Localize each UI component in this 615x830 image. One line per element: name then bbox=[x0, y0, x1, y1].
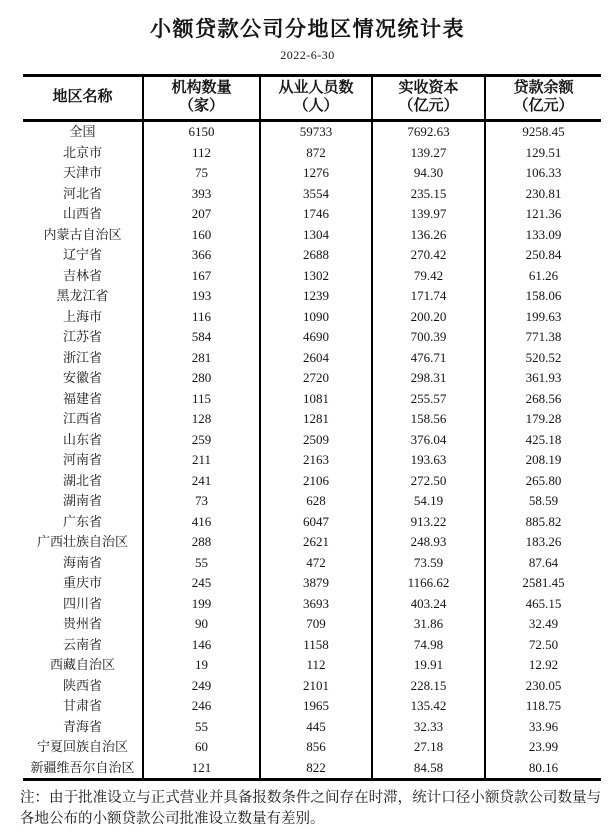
header-line: （家） bbox=[178, 97, 224, 114]
value-cell: 116 bbox=[143, 307, 260, 328]
region-name-cell: 云南省 bbox=[23, 635, 143, 656]
value-cell: 1302 bbox=[260, 266, 372, 287]
value-cell: 199 bbox=[143, 594, 260, 615]
value-cell: 90 bbox=[143, 614, 260, 635]
value-cell: 2621 bbox=[260, 532, 372, 553]
value-cell: 146 bbox=[143, 635, 260, 656]
table-row bbox=[23, 121, 601, 143]
value-cell: 246 bbox=[143, 696, 260, 717]
value-cell: 55 bbox=[143, 553, 260, 574]
value-cell: 73 bbox=[143, 491, 260, 512]
value-cell: 112 bbox=[260, 655, 372, 676]
value-cell: 584 bbox=[143, 327, 260, 348]
table-row bbox=[23, 717, 601, 738]
value-cell: 6047 bbox=[260, 512, 372, 533]
header-line: 贷款余额 bbox=[513, 80, 574, 96]
region-name-cell: 陕西省 bbox=[23, 676, 143, 697]
table-row bbox=[23, 204, 601, 225]
value-cell: 133.09 bbox=[525, 226, 562, 242]
region-name-cell: 重庆市 bbox=[23, 573, 143, 594]
value-cell: 913.22 bbox=[372, 512, 485, 533]
region-name-cell: 河南省 bbox=[23, 450, 143, 471]
region-name-cell: 吉林省 bbox=[23, 266, 143, 287]
value-cell: 268.56 bbox=[525, 390, 562, 406]
value-cell: 520.52 bbox=[525, 349, 562, 365]
value-cell: 1166.62 bbox=[372, 573, 485, 594]
table-row bbox=[23, 553, 601, 574]
value-cell: 179.28 bbox=[525, 411, 562, 427]
value-cell: 121.36 bbox=[525, 206, 562, 222]
region-name-cell: 北京市 bbox=[23, 143, 143, 164]
value-cell: 33.96 bbox=[528, 718, 559, 734]
value-cell: 2581.45 bbox=[522, 575, 565, 591]
value-cell: 709 bbox=[260, 614, 372, 635]
value-cell: 1281 bbox=[260, 409, 372, 430]
table-row bbox=[23, 471, 601, 492]
region-name-cell: 广东省 bbox=[23, 512, 143, 533]
value-cell: 425.18 bbox=[525, 431, 562, 447]
value-cell: 79.42 bbox=[372, 266, 485, 287]
value-cell: 265.80 bbox=[525, 472, 562, 488]
value-cell: 366 bbox=[143, 245, 260, 266]
region-statistics-table bbox=[23, 74, 601, 781]
region-name-cell: 河北省 bbox=[23, 184, 143, 205]
value-cell: 235.15 bbox=[372, 184, 485, 205]
value-cell: 87.64 bbox=[528, 554, 559, 570]
region-name-cell: 湖南省 bbox=[23, 491, 143, 512]
value-cell: 58.59 bbox=[528, 493, 559, 509]
value-cell: 60 bbox=[143, 737, 260, 758]
region-name-cell: 上海市 bbox=[23, 307, 143, 328]
value-cell: 75 bbox=[143, 163, 260, 184]
value-cell: 200.20 bbox=[372, 307, 485, 328]
value-cell: 1239 bbox=[260, 286, 372, 307]
region-name-cell: 浙江省 bbox=[23, 348, 143, 369]
table-row bbox=[23, 573, 601, 594]
table-row bbox=[23, 696, 601, 717]
table-row bbox=[23, 286, 601, 307]
value-cell: 19.91 bbox=[372, 655, 485, 676]
value-cell: 112 bbox=[143, 143, 260, 164]
value-cell: 3554 bbox=[260, 184, 372, 205]
table-row bbox=[23, 327, 601, 348]
page-title: 小额贷款公司分地区情况统计表 bbox=[150, 17, 465, 41]
value-cell: 55 bbox=[143, 717, 260, 738]
value-cell: 872 bbox=[260, 143, 372, 164]
value-cell: 80.16 bbox=[528, 759, 559, 775]
value-cell: 1081 bbox=[260, 389, 372, 410]
value-cell: 1965 bbox=[260, 696, 372, 717]
value-cell: 628 bbox=[260, 491, 372, 512]
value-cell: 1158 bbox=[260, 635, 372, 656]
region-name-cell: 辽宁省 bbox=[23, 245, 143, 266]
value-cell: 129.51 bbox=[525, 144, 562, 160]
value-cell: 272.50 bbox=[372, 471, 485, 492]
table-row bbox=[23, 676, 601, 697]
value-cell: 4690 bbox=[260, 327, 372, 348]
value-cell: 416 bbox=[143, 512, 260, 533]
region-name-cell: 宁夏回族自治区 bbox=[23, 737, 143, 758]
header-line: 实收资本 bbox=[398, 80, 459, 96]
header-line: （人） bbox=[293, 97, 339, 114]
value-cell: 115 bbox=[143, 389, 260, 410]
value-cell: 1304 bbox=[260, 225, 372, 246]
region-name-cell: 安徽省 bbox=[23, 368, 143, 389]
value-cell: 3693 bbox=[260, 594, 372, 615]
value-cell: 476.71 bbox=[372, 348, 485, 369]
value-cell: 167 bbox=[143, 266, 260, 287]
table-row bbox=[23, 450, 601, 471]
value-cell: 160 bbox=[143, 225, 260, 246]
value-cell: 245 bbox=[143, 573, 260, 594]
value-cell: 136.26 bbox=[372, 225, 485, 246]
region-name-cell: 内蒙古自治区 bbox=[23, 225, 143, 246]
value-cell: 121 bbox=[143, 758, 260, 780]
value-cell: 12.92 bbox=[528, 657, 559, 673]
value-cell: 465.15 bbox=[525, 595, 562, 611]
table-row bbox=[23, 307, 601, 328]
header-line: 从业人员数 bbox=[278, 80, 354, 96]
report-date: 2022-6-30 bbox=[280, 48, 335, 62]
value-cell: 856 bbox=[260, 737, 372, 758]
table-row bbox=[23, 245, 601, 266]
table-row bbox=[23, 348, 601, 369]
value-cell: 250.84 bbox=[525, 247, 562, 263]
column-header-loan-balance bbox=[485, 76, 601, 121]
region-name-cell: 贵州省 bbox=[23, 614, 143, 635]
value-cell: 211 bbox=[143, 450, 260, 471]
table-row bbox=[23, 635, 601, 656]
value-cell: 2720 bbox=[260, 368, 372, 389]
region-name-cell: 山西省 bbox=[23, 204, 143, 225]
value-cell: 139.97 bbox=[372, 204, 485, 225]
table-row bbox=[23, 163, 601, 184]
value-cell: 230.05 bbox=[525, 677, 562, 693]
column-header-institution-count bbox=[143, 76, 260, 121]
region-name-cell: 甘肃省 bbox=[23, 696, 143, 717]
region-name-cell: 海南省 bbox=[23, 553, 143, 574]
value-cell: 288 bbox=[143, 532, 260, 553]
table-row bbox=[23, 389, 601, 410]
region-name-cell: 青海省 bbox=[23, 717, 143, 738]
value-cell: 31.86 bbox=[372, 614, 485, 635]
value-cell: 228.15 bbox=[372, 676, 485, 697]
table-row bbox=[23, 143, 601, 164]
value-cell: 2688 bbox=[260, 245, 372, 266]
region-name-cell: 黑龙江省 bbox=[23, 286, 143, 307]
region-name-cell: 西藏自治区 bbox=[23, 655, 143, 676]
value-cell: 822 bbox=[260, 758, 372, 780]
value-cell: 74.98 bbox=[372, 635, 485, 656]
value-cell: 208.19 bbox=[525, 452, 562, 468]
value-cell: 1276 bbox=[260, 163, 372, 184]
value-cell: 259 bbox=[143, 430, 260, 451]
table-row bbox=[23, 409, 601, 430]
value-cell: 2604 bbox=[260, 348, 372, 369]
value-cell: 393 bbox=[143, 184, 260, 205]
table-row bbox=[23, 491, 601, 512]
value-cell: 2106 bbox=[260, 471, 372, 492]
value-cell: 171.74 bbox=[372, 286, 485, 307]
value-cell: 376.04 bbox=[372, 430, 485, 451]
value-cell: 270.42 bbox=[372, 245, 485, 266]
value-cell: 9258.45 bbox=[522, 124, 565, 140]
table-row bbox=[23, 368, 601, 389]
table-row bbox=[23, 184, 601, 205]
table-body bbox=[23, 121, 601, 780]
value-cell: 6150 bbox=[143, 121, 260, 143]
table-header-row bbox=[23, 76, 601, 121]
header-line: 机构数量 bbox=[171, 80, 232, 96]
value-cell: 771.38 bbox=[525, 329, 562, 345]
value-cell: 54.19 bbox=[372, 491, 485, 512]
value-cell: 1090 bbox=[260, 307, 372, 328]
value-cell: 118.75 bbox=[525, 698, 562, 714]
region-name-cell: 新疆维吾尔自治区 bbox=[23, 758, 143, 780]
value-cell: 7692.63 bbox=[372, 121, 485, 143]
table-row bbox=[23, 266, 601, 287]
value-cell: 403.24 bbox=[372, 594, 485, 615]
value-cell: 298.31 bbox=[372, 368, 485, 389]
value-cell: 2163 bbox=[260, 450, 372, 471]
region-name-cell: 山东省 bbox=[23, 430, 143, 451]
column-header-employee-count bbox=[260, 76, 372, 121]
value-cell: 700.39 bbox=[372, 327, 485, 348]
value-cell: 19 bbox=[143, 655, 260, 676]
value-cell: 199.63 bbox=[525, 308, 562, 324]
footnote: 注：由于批准设立与正式营业并具备报数条件之间存在时滞，统计口径小额贷款公司数量与各地公布的小额贷款公司批准设立数量有差别。 bbox=[20, 790, 601, 827]
table-row bbox=[23, 655, 601, 676]
region-name-cell: 天津市 bbox=[23, 163, 143, 184]
value-cell: 255.57 bbox=[372, 389, 485, 410]
value-cell: 135.42 bbox=[372, 696, 485, 717]
value-cell: 885.82 bbox=[525, 513, 562, 529]
value-cell: 2509 bbox=[260, 430, 372, 451]
column-header-paid-in-capital bbox=[372, 76, 485, 121]
region-name-cell: 江西省 bbox=[23, 409, 143, 430]
value-cell: 23.99 bbox=[528, 739, 559, 755]
table-row bbox=[23, 737, 601, 758]
value-cell: 73.59 bbox=[372, 553, 485, 574]
value-cell: 32.33 bbox=[372, 717, 485, 738]
header-line: （亿元） bbox=[513, 97, 574, 114]
region-name-cell: 四川省 bbox=[23, 594, 143, 615]
table-row bbox=[23, 758, 601, 780]
table-row bbox=[23, 225, 601, 246]
value-cell: 472 bbox=[260, 553, 372, 574]
region-name-cell: 广西壮族自治区 bbox=[23, 532, 143, 553]
value-cell: 84.58 bbox=[372, 758, 485, 780]
region-name-cell: 湖北省 bbox=[23, 471, 143, 492]
value-cell: 3879 bbox=[260, 573, 372, 594]
value-cell: 193 bbox=[143, 286, 260, 307]
value-cell: 59733 bbox=[260, 121, 372, 143]
value-cell: 241 bbox=[143, 471, 260, 492]
value-cell: 249 bbox=[143, 676, 260, 697]
value-cell: 72.50 bbox=[528, 636, 559, 652]
region-name-cell: 福建省 bbox=[23, 389, 143, 410]
value-cell: 94.30 bbox=[372, 163, 485, 184]
value-cell: 128 bbox=[143, 409, 260, 430]
table-row bbox=[23, 594, 601, 615]
header-line: 地区名称 bbox=[52, 88, 113, 105]
table-row bbox=[23, 532, 601, 553]
value-cell: 158.56 bbox=[372, 409, 485, 430]
table-row bbox=[23, 430, 601, 451]
value-cell: 158.06 bbox=[525, 288, 562, 304]
value-cell: 207 bbox=[143, 204, 260, 225]
value-cell: 361.93 bbox=[525, 370, 562, 386]
region-name-cell: 江苏省 bbox=[23, 327, 143, 348]
value-cell: 106.33 bbox=[525, 165, 562, 181]
value-cell: 139.27 bbox=[372, 143, 485, 164]
value-cell: 1746 bbox=[260, 204, 372, 225]
value-cell: 230.81 bbox=[525, 185, 562, 201]
value-cell: 280 bbox=[143, 368, 260, 389]
value-cell: 445 bbox=[260, 717, 372, 738]
table-row bbox=[23, 614, 601, 635]
value-cell: 248.93 bbox=[372, 532, 485, 553]
value-cell: 27.18 bbox=[372, 737, 485, 758]
value-cell: 193.63 bbox=[372, 450, 485, 471]
value-cell: 32.49 bbox=[528, 616, 559, 632]
value-cell: 281 bbox=[143, 348, 260, 369]
table-row bbox=[23, 512, 601, 533]
column-header-region bbox=[23, 76, 143, 121]
header-line: （亿元） bbox=[398, 97, 459, 114]
region-name-cell: 全国 bbox=[23, 121, 143, 143]
value-cell: 2101 bbox=[260, 676, 372, 697]
value-cell: 61.26 bbox=[528, 267, 559, 283]
value-cell: 183.26 bbox=[525, 534, 562, 550]
